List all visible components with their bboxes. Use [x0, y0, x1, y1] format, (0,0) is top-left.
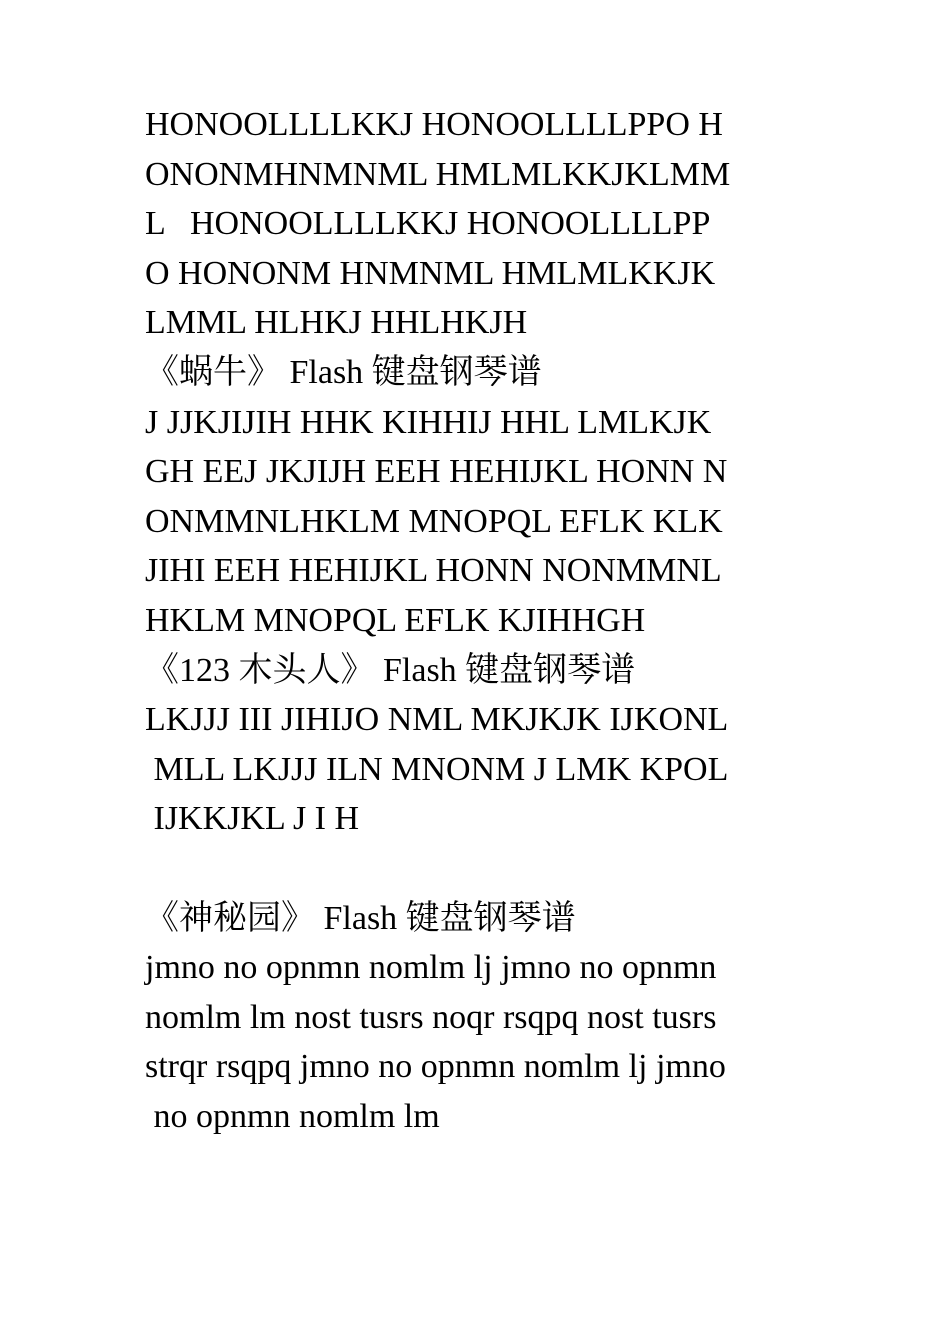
secret-garden-notes-line-3: strqr rsqpq jmno no opnmn nomlm lj jmno	[145, 1048, 726, 1086]
snail-notes-line-3: ONMMNLHKLM MNOPQL EFLK KLK	[145, 502, 723, 540]
sheet-music-text	[145, 100, 825, 1141]
secret-garden-notes-line-2: nomlm lm nost tusrs noqr rsqpq nost tusrs	[145, 998, 717, 1036]
snail-tail-line-4: O HONONM HNMNML HMLMLKKJK	[145, 254, 716, 292]
snail-notes-line-1: J JJKJIJIH HHK KIHHIJ HHL LMLKJK	[145, 403, 712, 441]
secret-garden-notes-line-1: jmno no opnmn nomlm lj jmno no opnmn	[145, 949, 717, 987]
snail-tail-line-2: ONONMHNMNML HMLMLKKJKLMM	[145, 155, 731, 193]
heading-123-wooden-man: 《123 木头人》 Flash 键盘钢琴谱	[145, 651, 636, 689]
wooden-man-notes-line-1: LKJJJ III JIHIJO NML MKJKJK IJKONL	[145, 701, 729, 739]
secret-garden-notes-line-4: no opnmn nomlm lm	[145, 1097, 440, 1135]
wooden-man-notes-line-2: MLL LKJJJ ILN MNONM J LMK KPOL	[145, 750, 729, 788]
wooden-man-notes-line-3: IJKKJKL J I H	[145, 800, 360, 838]
blank-line	[145, 844, 825, 894]
snail-notes-line-4: JIHI EEH HEHIJKL HONN NONMMNL	[145, 552, 722, 590]
snail-notes-line-2: GH EEJ JKJIJH EEH HEHIJKL HONN N	[145, 453, 728, 491]
heading-secret-garden: 《神秘园》 Flash 键盘钢琴谱	[145, 899, 576, 937]
snail-tail-line-5: LMML HLHKJ HHLHKJH	[145, 304, 528, 342]
snail-tail-line-3: L HONOOLLLLKKJ HONOOLLLLPP	[145, 205, 711, 243]
snail-notes-line-5: HKLM MNOPQL EFLK KJIHHGH	[145, 601, 646, 639]
heading-snail: 《蜗牛》 Flash 键盘钢琴谱	[145, 353, 542, 391]
snail-tail-line-1: HONOOLLLLKKJ HONOOLLLLPPO H	[145, 106, 723, 143]
